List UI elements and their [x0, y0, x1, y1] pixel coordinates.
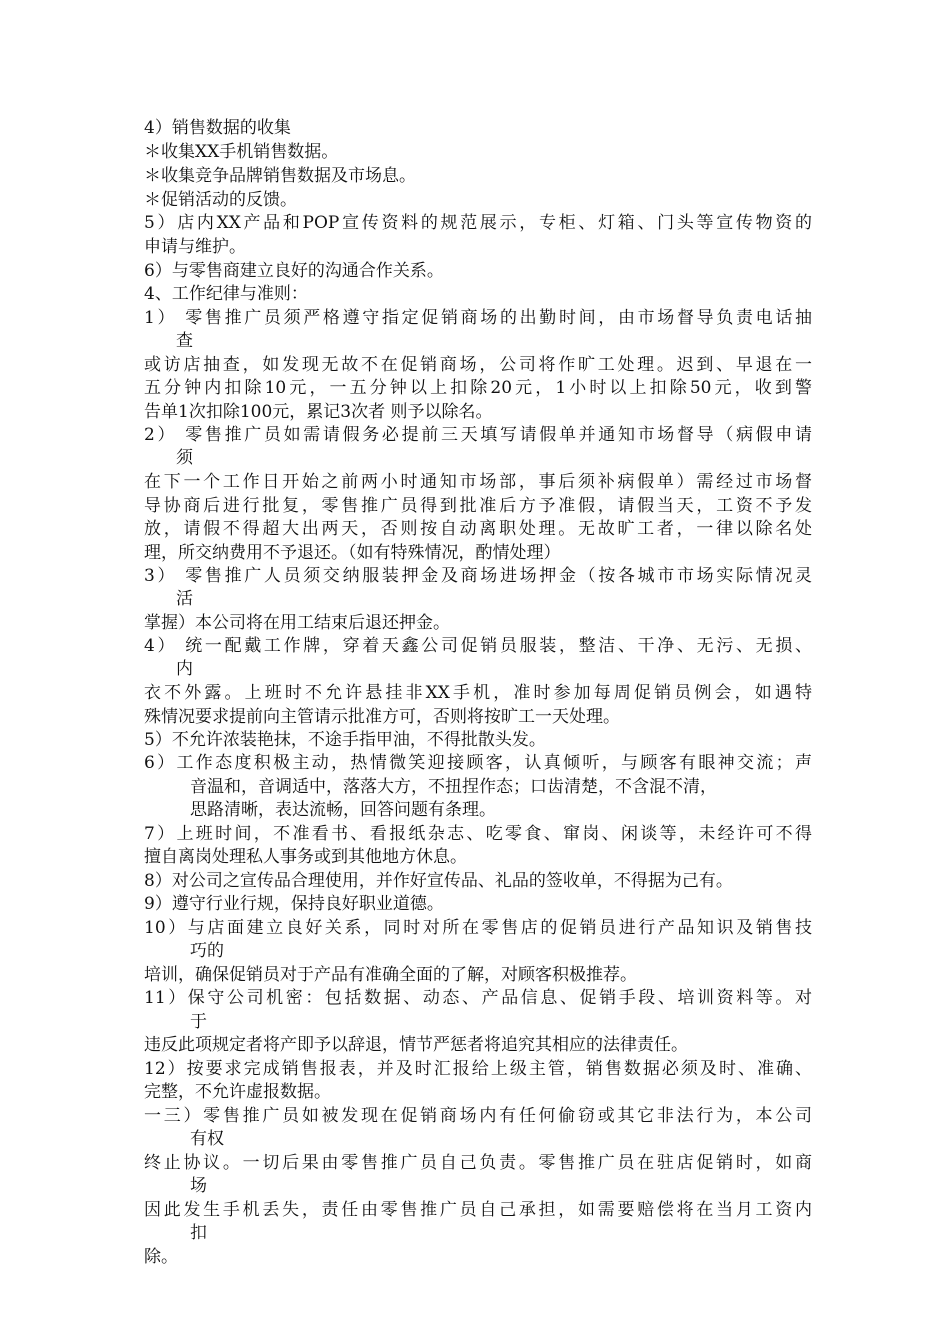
rule-1-line3: 五分钟内扣除10元，一五分钟以上扣除20元，1小时以上扣除50元，收到警	[144, 378, 812, 398]
rule-10-line1: 10）与店面建立良好关系，同时对所在零售店的促销员进行产品知识及销售技	[144, 918, 812, 938]
rule-9: 9）遵守行业行规，保持良好职业道德。	[144, 894, 444, 914]
bullet-collect-xx-sales: ＊收集XX手机销售数据。	[144, 142, 339, 162]
rule-13-wrap1: 有权	[190, 1129, 224, 1149]
bullet-collect-competitor-sales: ＊收集竞争品牌销售数据及市场息。	[144, 166, 416, 186]
rule-4-wrap: 内	[176, 659, 193, 679]
rule-13-line4: 除。	[144, 1247, 178, 1267]
rule-3-line2: 掌握）本公司将在用工结束后退还押金。	[144, 613, 450, 633]
rule-13-line3: 因此发生手机丢失，责任由零售推广员自己承担，如需要赔偿将在当月工资内	[144, 1200, 812, 1220]
rule-2-line1: 2） 零售推广员如需请假务必提前三天填写请假单并通知市场督导（病假申请	[144, 425, 812, 445]
rule-11-line1: 11）保守公司机密：包括数据、动态、产品信息、促销手段、培训资料等。对	[144, 988, 812, 1008]
rule-7-line2: 擅自离岗处理私人事务或到其他地方休息。	[144, 847, 467, 867]
rule-11-line2: 违反此项规定者将产即予以辞退，情节严惩者将追究其相应的法律责任。	[144, 1035, 688, 1055]
rule-11-wrap: 于	[190, 1012, 207, 1032]
item-6-retailer-relations: 6）与零售商建立良好的沟通合作关系。	[144, 261, 444, 281]
rule-1-line4: 告单1次扣除100元，累记3次者 则予以除名。	[144, 402, 493, 422]
rule-8: 8）对公司之宣传品合理使用，并作好宣传品、礼品的签收单，不得据为己有。	[144, 871, 733, 891]
rule-13-line2: 终止协议。一切后果由零售推广员自己负责。零售推广员在驻店促销时，如商	[144, 1153, 812, 1173]
item-5-display-line2: 申请与维护。	[144, 237, 246, 257]
rule-1-wrap: 查	[176, 331, 193, 351]
rule-2-line2: 在下一个工作日开始之前两小时通知市场部，事后须补病假单）需经过市场督	[144, 472, 812, 492]
rule-12-line2: 完整，不允许虚报数据。	[144, 1082, 331, 1102]
rule-2-line3: 导协商后进行批复，零售推广员得到批准后方予准假，请假当天，工资不予发	[144, 496, 812, 516]
rule-13-wrap2: 场	[190, 1176, 207, 1196]
rule-3-line1: 3） 零售推广人员须交纳服装押金及商场进场押金（按各城市市场实际情况灵	[144, 566, 812, 586]
bullet-promotion-feedback: ＊促销活动的反馈。	[144, 190, 297, 210]
rule-6-line2: 音温和，音调适中，落落大方，不扭捏作态；口齿清楚，不含混不清，	[190, 777, 717, 797]
rule-12-line1: 12）按要求完成销售报表，并及时汇报给上级主管，销售数据必须及时、准确、	[144, 1059, 812, 1079]
item-5-display-line1: 5）店内XX产品和POP宣传资料的规范展示，专柜、灯箱、门头等宣传物资的	[144, 213, 812, 233]
rule-10-wrap: 巧的	[190, 941, 224, 961]
rule-2-line4: 放，请假不得超大出两天，否则按自动离职处理。无故旷工者，一律以除名处	[144, 519, 812, 539]
section-heading-sales-data: 4）销售数据的收集	[144, 118, 291, 138]
rule-1-line2: 或访店抽查，如发现无故不在促销商场，公司将作旷工处理。迟到、早退在一	[144, 355, 812, 375]
rule-3-wrap: 活	[176, 589, 193, 609]
rule-2-line5: 理，所交纳费用不予退还。（如有特殊情况，酌情处理）	[144, 543, 561, 563]
rule-5: 5）不允许浓装艳抹，不途手指甲油，不得批散头发。	[144, 730, 546, 750]
rule-1-line1: 1） 零售推广员须严格遵守指定促销商场的出勤时间，由市场督导负责电话抽	[144, 308, 812, 328]
rule-6-line1: 6）工作态度积极主动，热情微笑迎接顾客，认真倾听，与顾客有眼神交流；声	[144, 753, 812, 773]
rule-4-line2: 衣不外露。上班时不允许悬挂非XX手机，准时参加每周促销员例会，如遇特	[144, 683, 812, 703]
rule-4-line3: 殊情况要求提前向主管请示批准方可，否则将按旷工一天处理。	[144, 707, 620, 727]
rule-13-wrap3: 扣	[190, 1223, 207, 1243]
rule-13-line1: 一三）零售推广员如被发现在促销商场内有任何偷窃或其它非法行为，本公司	[144, 1106, 812, 1126]
rule-6-line3: 思路清晰，表达流畅，回答问题有条理。	[190, 800, 496, 820]
rule-10-line2: 培训，确保促销员对于产品有准确全面的了解，对顾客积极推荐。	[144, 965, 637, 985]
rule-2-wrap: 须	[176, 448, 193, 468]
rule-7-line1: 7）上班时间，不准看书、看报纸杂志、吃零食、窜岗、闲谈等，未经许可不得	[144, 824, 812, 844]
rule-4-line1: 4） 统一配戴工作牌，穿着天鑫公司促销员服装，整洁、干净、无污、无损、	[144, 636, 812, 656]
section-heading-discipline: 4、工作纪律与准则：	[144, 284, 308, 304]
